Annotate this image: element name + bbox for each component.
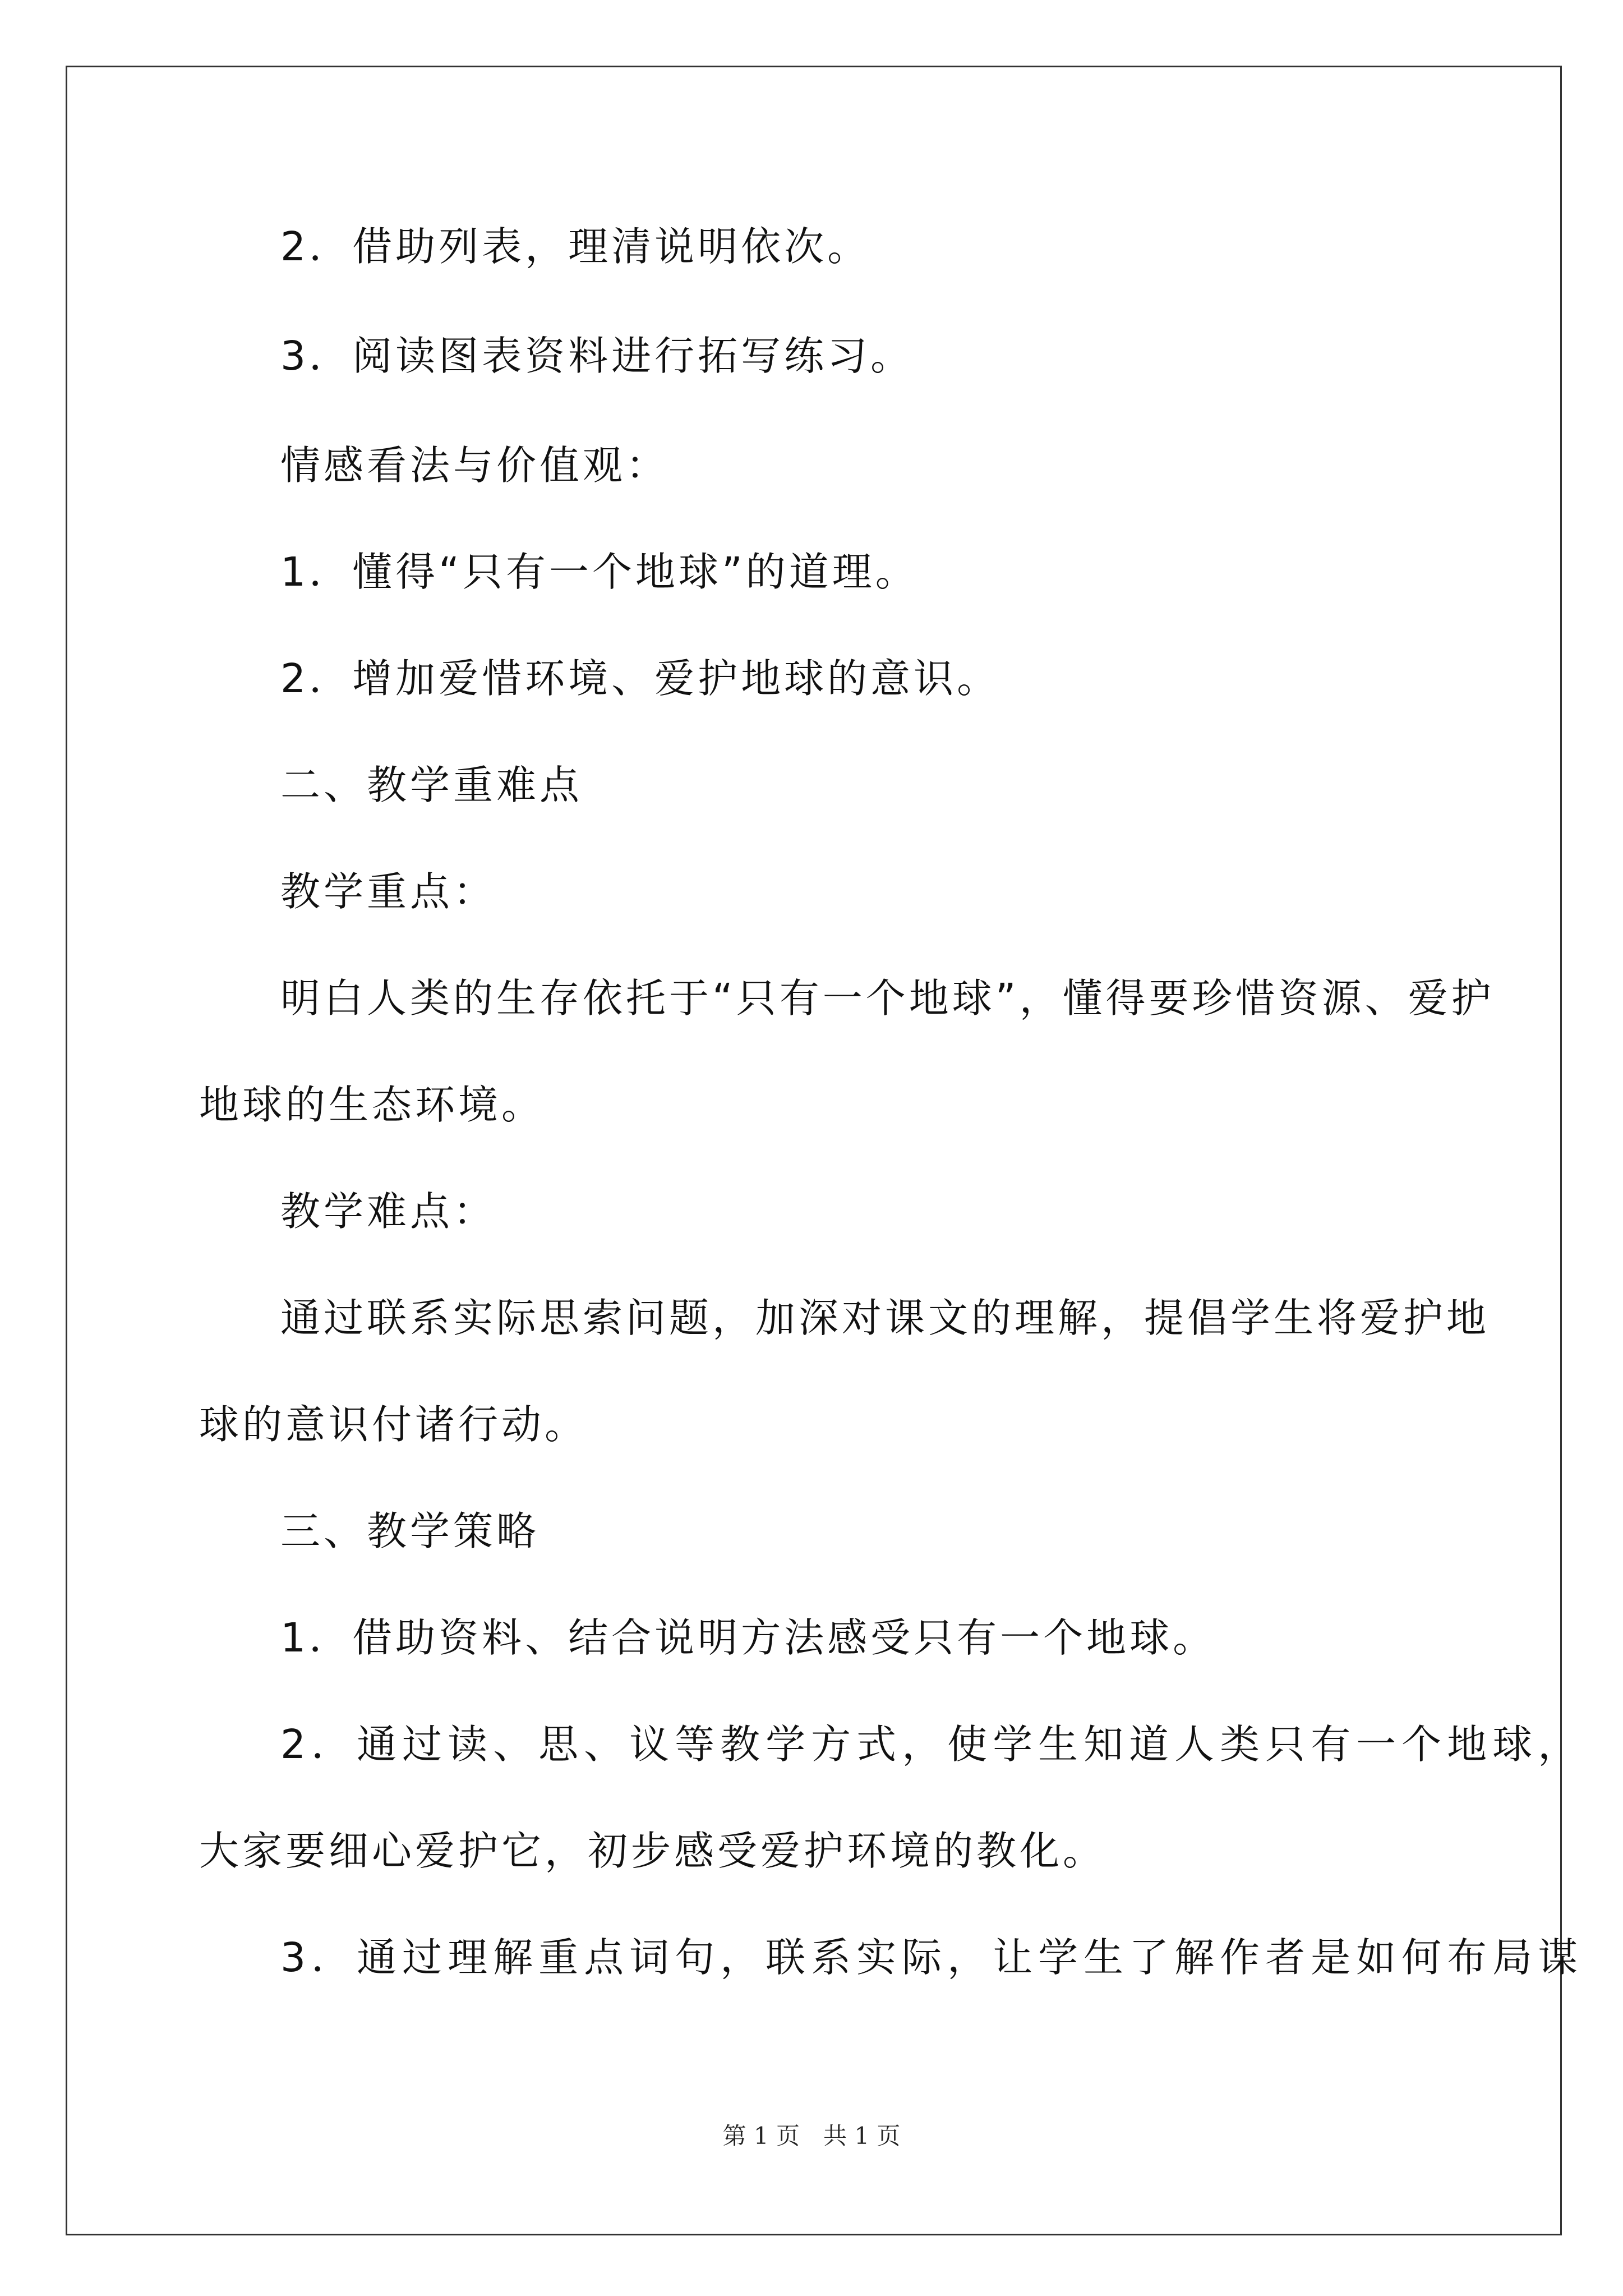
text-line: 3．通过理解重点词句，联系实际，让学生了解作者是如何布局谋 xyxy=(280,1934,1584,1981)
text-line: 情感看法与价值观： xyxy=(280,442,670,489)
text-line: 明白人类的生存依托于“只有一个地球”，懂得要珍惜资源、爱护 xyxy=(280,975,1495,1022)
text-line: 通过联系实际思索问题，加深对课文的理解，提倡学生将爱护地 xyxy=(280,1295,1490,1341)
page-border xyxy=(66,66,1562,2235)
text-line: 1．借助资料、结合说明方法感受只有一个地球。 xyxy=(280,1614,1216,1661)
text-line: 2．增加爱惜环境、爱护地球的意识。 xyxy=(280,655,1000,702)
section-heading: 三、教学策略 xyxy=(280,1508,540,1554)
section-heading: 二、教学重难点 xyxy=(280,762,583,808)
text-line: 2．借助列表，理清说明依次。 xyxy=(280,223,871,270)
text-line: 教学难点： xyxy=(280,1188,497,1235)
text-line: 教学重点： xyxy=(280,868,497,915)
page-number: 第 1 页 共 1 页 xyxy=(722,2122,901,2150)
text-line: 1．懂得“只有一个地球”的道理。 xyxy=(280,549,919,595)
text-line: 地球的生态环境。 xyxy=(199,1082,545,1128)
text-line: 球的意识付诸行动。 xyxy=(199,1401,588,1448)
text-line: 3．阅读图表资料进行拓写练习。 xyxy=(280,333,914,379)
text-line: 大家要细心爱护它，初步感受爱护环境的教化。 xyxy=(199,1828,1106,1874)
text-line: 2．通过读、思、议等教学方式，使学生知道人类只有一个地球， xyxy=(280,1721,1584,1768)
